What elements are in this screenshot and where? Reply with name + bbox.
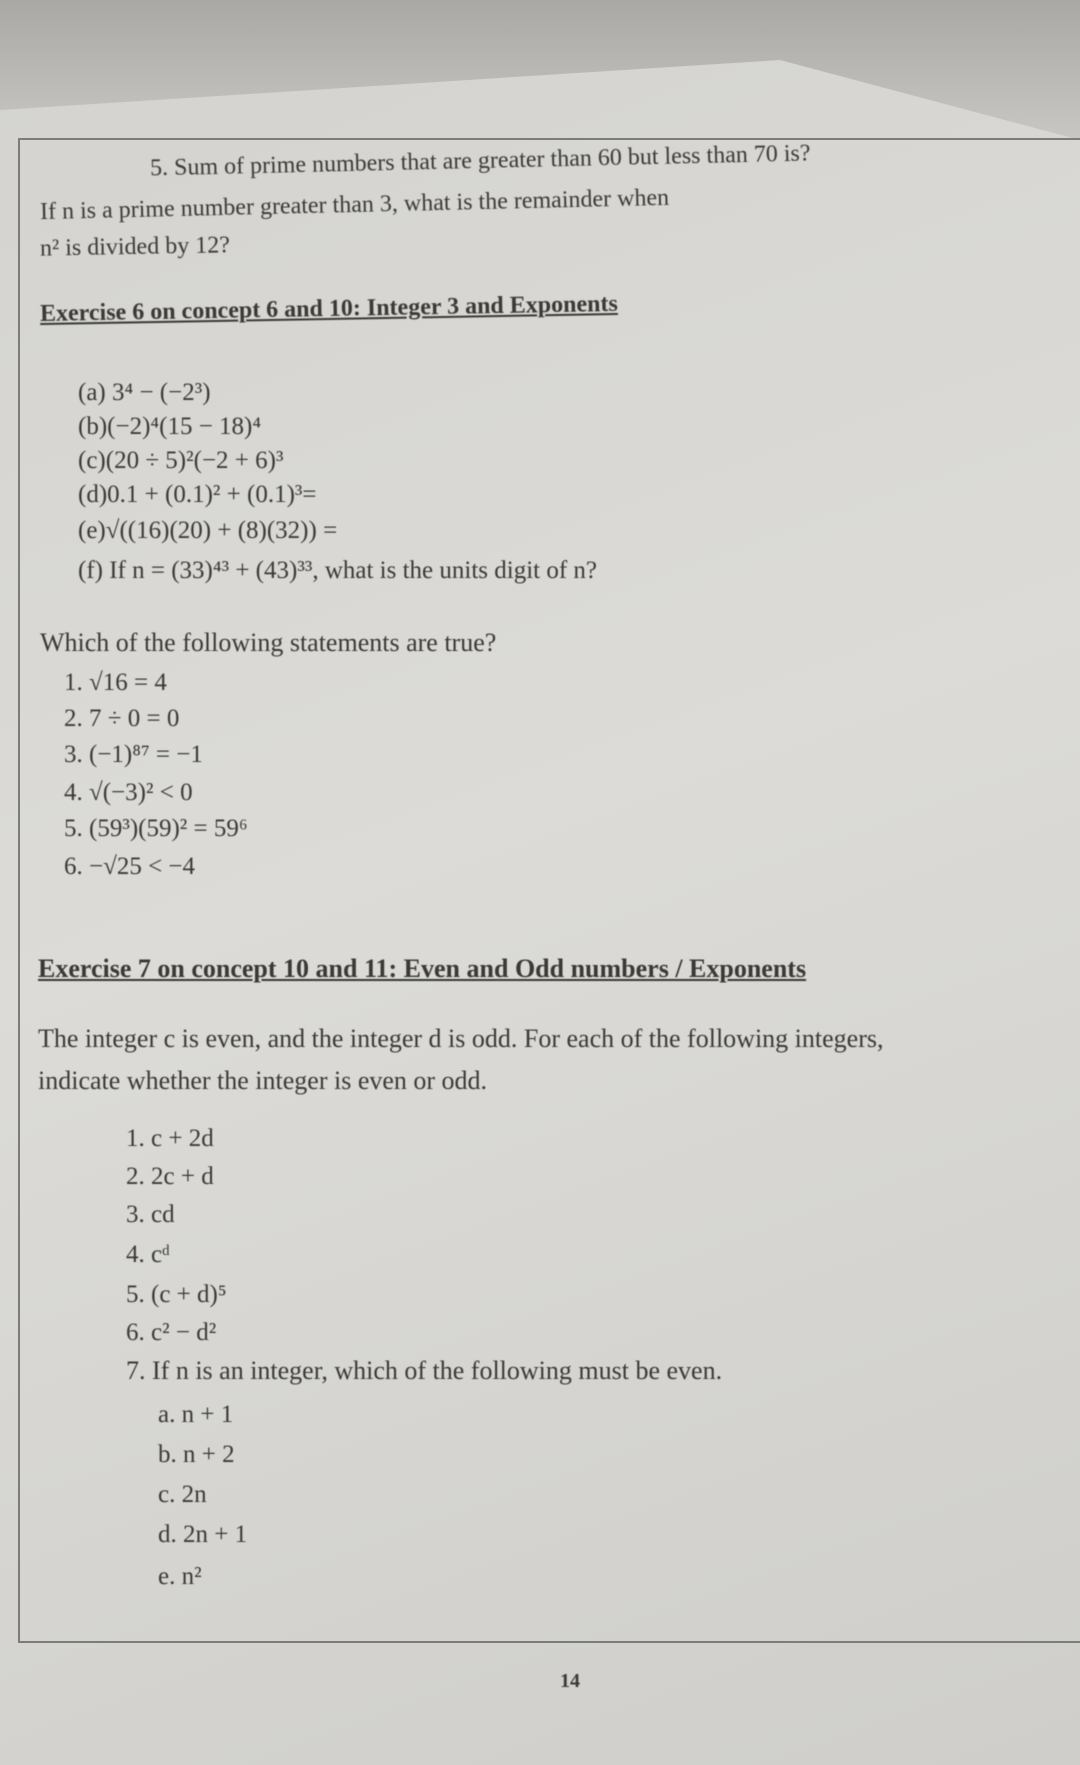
ex7-item-6: 6. c² − d² (126, 1319, 217, 1346)
ex7-intro-line2: indicate whether the integer is even or odd. (38, 1066, 488, 1095)
ex6-item-b: (b)(−2)⁴(15 − 18)⁴ (78, 413, 262, 440)
ex7-item-3: 3. cd (126, 1201, 175, 1228)
ex7-item-4: 4. cᵈ (126, 1241, 170, 1268)
question-6-line1: If n is a prime number greater than 3, what is the remainder when (39, 184, 670, 226)
statement-3: 3. (−1)⁸⁷ = −1 (64, 741, 203, 768)
ex7-intro-line1: The integer c is even, and the integer d is odd. For each of the following integers, (38, 1024, 884, 1053)
ex7-question-7: 7. If n is an integer, which of the following must be even. (126, 1356, 723, 1385)
statement-1: 1. √16 = 4 (64, 669, 167, 696)
statement-2: 2. 7 ÷ 0 = 0 (64, 705, 180, 732)
question-5: 5. Sum of prime numbers that are greater than 60 but less than 70 is? (149, 140, 811, 182)
ex6-item-c: (c)(20 ÷ 5)²(−2 + 6)³ (78, 447, 284, 474)
statement-5: 5. (59³)(59)² = 59⁶ (64, 815, 248, 842)
exercise-7-heading: Exercise 7 on concept 10 and 11: Even and Odd numbers / Exponents (38, 954, 807, 983)
choice-c: c. 2n (158, 1481, 207, 1508)
ex6-item-f: (f) If n = (33)⁴³ + (43)³³, what is the units digit of n? (78, 557, 598, 584)
exercise-6-heading: Exercise 6 on concept 6 and 10: Integer 3 and Exponents (39, 290, 618, 328)
page-number: 14 (560, 1670, 580, 1692)
ex6-item-a: (a) 3⁴ − (−2³) (78, 379, 211, 406)
ex6-item-e: (e)√((16)(20) + (8)(32)) = (78, 517, 338, 544)
statements-question: Which of the following statements are true? (40, 628, 497, 657)
ex6-item-d: (d)0.1 + (0.1)² + (0.1)³= (78, 481, 317, 508)
ex7-item-5: 5. (c + d)⁵ (126, 1281, 227, 1308)
choice-b: b. n + 2 (158, 1441, 235, 1468)
question-6-line2: n² is divided by 12? (39, 232, 231, 262)
statement-4: 4. √(−3)² < 0 (64, 779, 193, 806)
choice-a: a. n + 1 (158, 1401, 234, 1428)
ex7-item-2: 2. 2c + d (126, 1163, 214, 1190)
ex7-item-1: 1. c + 2d (126, 1125, 214, 1152)
statement-6: 6. −√25 < −4 (64, 853, 196, 880)
choice-e: e. n² (158, 1563, 202, 1590)
choice-d: d. 2n + 1 (158, 1521, 248, 1548)
